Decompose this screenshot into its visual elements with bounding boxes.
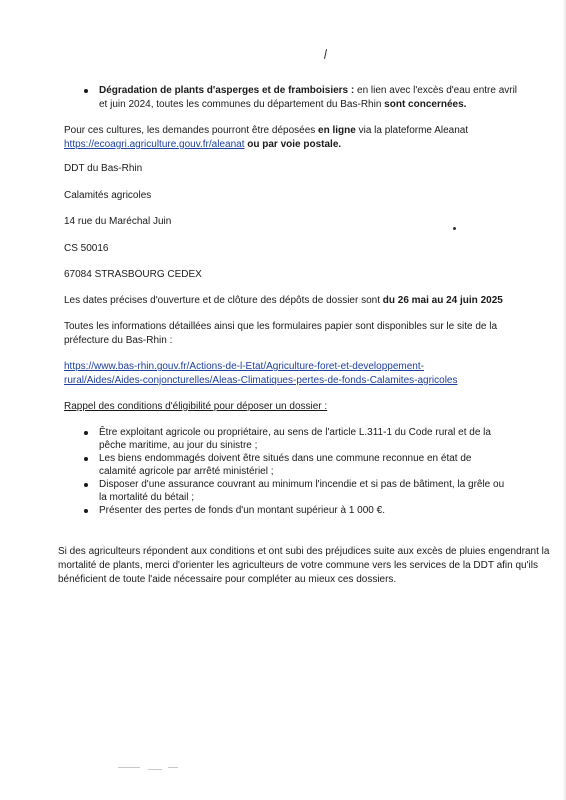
address-line-street: 14 rue du Maréchal Juin: [64, 216, 172, 227]
condition-3-line1: Disposer d'une assurance couvrant au minimum l'incendie et si pas de bâtiment, la grêle ou: [99, 479, 505, 490]
condition-1-line2: pêche maritime, au jour du sinistre ;: [99, 440, 258, 451]
postal-text: ou par voie postale.: [244, 139, 342, 150]
condition-2-line1: Les biens endommagés doivent être situés dans une commune reconnue en état de: [99, 453, 472, 464]
address-line-ddt: DDT du Bas-Rhin: [64, 163, 143, 174]
online-text-prefix: Pour ces cultures, les demandes pourront être déposées: [64, 125, 319, 136]
info-paragraph-line2: préfecture du Bas-Rhin :: [64, 335, 173, 346]
online-paragraph-line1: [64, 124, 468, 138]
scan-speck-bottom-3: [168, 767, 178, 768]
condition-2-line2: calamité agricole par arrêté ministériel ;: [99, 466, 274, 477]
conditions-heading: Rappel des conditions d'éligibilité pour déposer un dossier :: [64, 401, 328, 412]
condition-3-line2: la mortalité du bétail ;: [99, 492, 195, 503]
dates-text: Les dates précises d'ouverture et de clôture des dépôts de dossier sont: [64, 295, 383, 306]
scan-mark-top: [324, 49, 327, 59]
dates-range: du 26 mai au 24 juin 2025: [382, 295, 503, 306]
bullet-dot: [84, 483, 88, 487]
condition-1-line1: Être exploitant agricole ou propriétaire, au sens de l'article L.311-1 du Code rural et de la: [99, 427, 491, 438]
address-line-service: Calamités agricoles: [64, 190, 152, 201]
prefecture-link-line2[interactable]: rural/Aides/Aides-conjoncturelles/Aleas-Climatiques-pertes-de-fonds-Calamites-agricoles: [64, 375, 458, 386]
bullet-asperges-concerned: sont concernées.: [384, 99, 467, 110]
bullet-asperges-text2: et juin 2024, toutes les communes du département du Bas-Rhin: [99, 99, 385, 110]
online-text-suffix: via la plateforme Aleanat: [355, 125, 469, 136]
bullet-asperges-title: Dégradation de plants d'asperges et de framboisiers :: [99, 85, 355, 96]
bullet-asperges-line1: [99, 84, 517, 98]
bullet-dot: [84, 431, 88, 435]
scan-speck-bottom-2: [148, 769, 162, 770]
info-paragraph-line1: Toutes les informations détaillées ainsi que les formulaires papier sont disponibles sur le site de la: [64, 321, 498, 332]
closing-paragraph-line3: bénéficient de toute l'aide nécessaire pour compléter au mieux ces dossiers.: [58, 574, 397, 585]
closing-paragraph-line2: mortalité de plants, merci d'orienter les agriculteurs de votre commune vers les services de la DDT afin qu'ils: [58, 560, 538, 571]
online-text-bold: en ligne: [318, 125, 356, 136]
scan-mark-right: [453, 227, 456, 230]
bullet-dot: [84, 509, 88, 513]
address-line-city: 67084 STRASBOURG CEDEX: [64, 269, 202, 280]
bullet-asperges-text: en lien avec l'excès d'eau entre avril: [354, 85, 518, 96]
bullet-dot: [84, 457, 88, 461]
online-paragraph-line2: [64, 138, 341, 152]
scan-speck-bottom-1: [118, 767, 140, 768]
dates-paragraph: [64, 294, 503, 308]
bullet-asperges-line2: [99, 98, 466, 112]
condition-4-line1: Présenter des pertes de fonds d'un montant supérieur à 1 000 €.: [99, 505, 385, 516]
address-line-cs: CS 50016: [64, 243, 109, 254]
aleanat-link[interactable]: https://ecoagri.agriculture.gouv.fr/aleanat: [64, 139, 245, 150]
prefecture-link-line1[interactable]: https://www.bas-rhin.gouv.fr/Actions-de-l-Etat/Agriculture-foret-et-developpement-: [64, 361, 424, 372]
bullet-dot: [84, 89, 88, 93]
closing-paragraph-line1: Si des agriculteurs répondent aux conditions et ont subi des préjudices suite aux excès de pluies engendrant la: [58, 546, 550, 557]
